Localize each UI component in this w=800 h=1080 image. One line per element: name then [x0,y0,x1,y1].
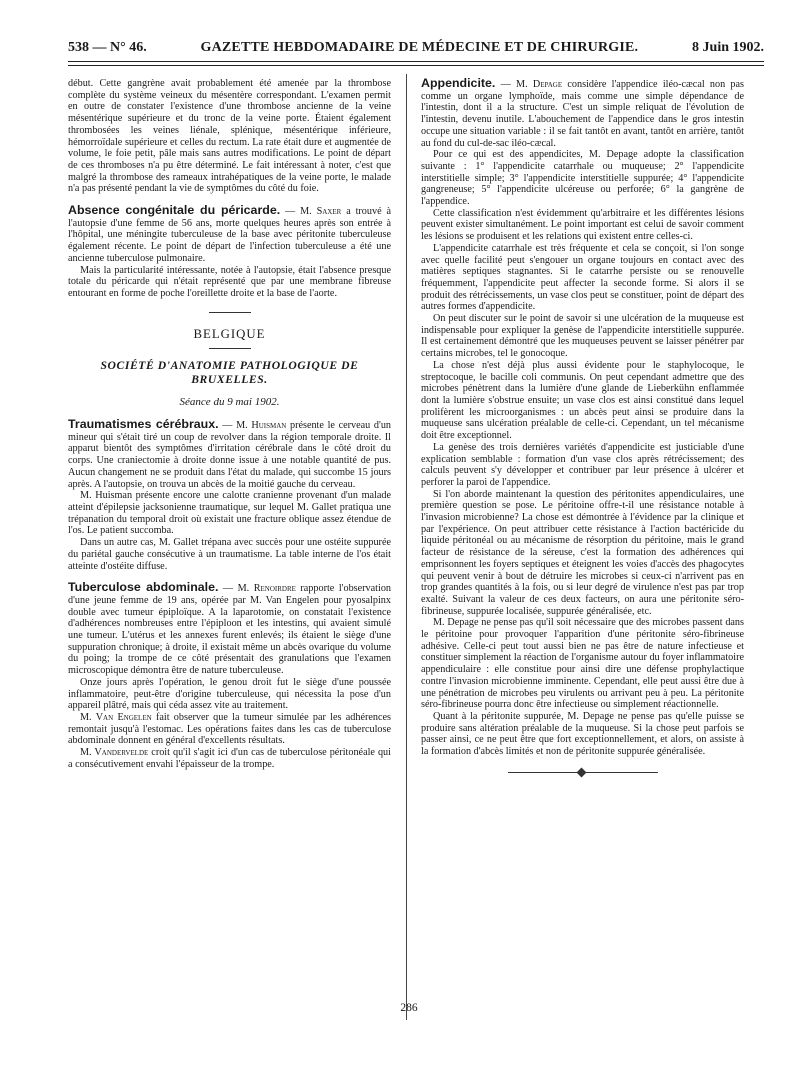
right-column [421,78,744,983]
session-date: Séance du 9 mai 1902. [179,396,280,409]
section-pericarde: Absence congénitale du péricarde. — M. Saxer a trouvé à l'autopsie d'une femme de 56 ans, morte quelques heures après son entrée à l'hôpital, une méningite tuberculeuse de la base avec péritonite tuberculeuse également récente. Le point de départ de l'infection tuberculeuse a été une ancienne tuberculose pulmonaire. [68,203,391,264]
author-name: M. Renoirdre [237,583,296,595]
paragraph: M. Huisman présente encore une calotte cranienne provenant d'un malade atteint d'épilepsie jacksonienne traumatique, sur lequel M. Gallet pratiqua une trépanation du temporal droit où existait une fracture oblique assez étendue de l'os. Le patient succomba. [68,490,391,537]
header-page-issue: 538 — N° 46. [68,40,147,55]
section-text: rapporte l'observation d'une jeune femme de 19 ans, opérée par M. Van Engelen pour pyosalpinx double avec tumeur épiploïque. A la laparotomie, on constatait l'existence d'adhérences nombreuses entre l'épiploon et les intestins, qui avaient simulé une tumeur. L'utérus et les annexes furent enlevés; ils étaient le siège d'une suppuration chronique; à droite, il existait même un abcès ovarique du volume du poing; la trompe de ce côté présentait des granulations que l'examen microscopique démontra être de nature tuberculeuse. [68,583,392,677]
paragraph: Dans un autre cas, M. Gallet trépana avec succès pour une ostéite suppurée du pariétal gauche consécutive à un traumatisme. La table interne de l'os était atteinte d'ostéite diffuse. [68,537,391,572]
end-ornament-rule [508,772,658,773]
paragraph: M. Depage ne pense pas qu'il soit nécessaire que des microbes passent dans le péritoine pour provoquer l'apparition d'une péritonite séro-fibrineuse adhésive. Celle-ci peut tout aussi bien ne pas être de nature infectieuse et constituer simplement la réaction de l'organisme autour du foyer inflammatoire appendiculaire : elle constitue pour ainsi dire une défense prophylactique contre l'invasion microbienne imminente. Cependant, elle peut aussi être due à une pénétration de microbes peu virulents ou arrivant peu à peu. La péritonite séro-fibrineuse pourra donc être infectieuse ou simplement réactionnelle. [421,617,744,711]
author-name: M. Saxer [300,206,342,218]
paragraph [68,747,391,770]
paragraph: Quant à la péritonite suppurée, M. Depage ne pense pas qu'elle puisse se produire sans altération préalable de la muqueuse. Si la chose peut parfois se passer ainsi, ce ne peut être que fort exceptionnellement, et alors, on assiste à la formation d'abcès limités et non de péritonite suppurée généralisée. [421,710,744,758]
section-title: Appendicite. [421,76,496,90]
author-name: M. Van Engelen [80,711,152,723]
section-title: Tuberculose abdominale. [68,580,219,595]
author-name: M. Depage [516,79,563,90]
paragraph: Cette classification n'est évidemment qu'arbitraire et les différentes lésions peuvent exister simultanément. Le point important est celui de savoir comment les lésions se produisent et les relations qui existent entre celles-ci. [421,207,744,243]
paragraph: La genèse des trois dernières variétés d'appendicite est justiciable d'une explication semblable : formation d'un vase clos après rétrécissement; des calculs peuvent s'y développer et contribuer par leur présence à ulcérer et perforer la paroi de l'appendice. [421,441,744,488]
paragraph: On peut discuter sur le point de savoir si une ulcération de la muqueuse est indispensable pour expliquer la genèse de l'appendicite interstitielle suppurée. Il est certainement démontré que les muqueuses peuvent se laisser pénétrer par certains microbes, tel le gonocoque. [421,313,744,360]
paragraph [68,712,391,747]
paragraph: Mais la particularité intéressante, notée à l'autopsie, était l'absence presque totale du péricarde qui n'était représenté que par une membrane fibreuse entourant en forme de poche l'oreillette droite et la base de l'aorte. [68,264,391,299]
section-appendicite: Appendicite. — M. Depage considère l'appendice iléo-cæcal non pas comme un organe lymphoïde, mais comme une simple dépendance de l'intestin, dont il a la structure. C'est un simple reliquat de l'évolution de l'intestin, devenu inutile. L'abouchement de l'appendice dans le gros intestin occupe une situation variable : il se fait tantôt en avant, tantôt en arrière, tantôt au fond du cul-de-sac iléo-cæcal. [421,76,745,149]
paragraph: L'appendicite catarrhale est très fréquente et cela se conçoit, si l'on songe avec quelle facilité peut s'engouer un organe toujours en contact avec des matières septiques stagnantes. Si le catarrhe persiste ou se renouvelle fréquemment, l'appendicite peut affecter la seconde forme. Si alors il se produit des rétrécissements, un vase clos peut se constituer, point de départ des autres formes d'appendicite. [421,242,744,313]
intro-paragraph: début. Cette gangrène avait probablement été amenée par la thrombose complète du système veineux du mésentère correspondant. L'examen permit en outre de constater l'existence d'une thrombose ancienne de la veine mésentérique supérieure et du tronc de la veine porte. Étaient également thrombosées les veines liénale, splénique, mésentérique inférieure, hémorroïdale supérieure et celles du rectum. La rate était dure et augmentée de volume, le foie petit, pâle mais sans autres modifications. Le point de départ de ces thromboses n'a pu être déterminé. Le fait intéressant à noter, c'est que malgré la thrombose des rameaux intrahépatiques de la veine porte, le malade n'a pas présenté pendant la vie de symptômes du côté du foie. [68,78,391,195]
header-double-rule [68,61,764,66]
running-header [68,40,764,58]
section-title: Traumatismes cérébraux. [68,417,219,432]
separator-rule [209,312,251,313]
section-traumatismes: Traumatismes cérébraux. — M. Huisman présente le cerveau d'un mineur qui s'était tiré un coup de revolver dans la région temporale droite. Il apparut bientôt des symptômes d'irritation cérébrale dans le côté droit du corps. Une craniectomie à droite donne issue à une notable quantité de pus. Aucun changement ne se produit dans l'état du malade, qui succombe 15 jours après. A l'autopsie, on trouva un abcès de la moitié gauche du cerveau. [68,417,392,490]
section-text: a trouvé à l'autopsie d'une femme de 56 ans, morte quelques heures après son entrée à l'hôpital, une méningite tuberculeuse de la base avec péritonite tuberculeuse également récente. Le point de départ de l'infection tuberculeuse a été une ancienne tuberculose pulmonaire. [68,206,391,264]
paragraph: Pour ce qui est des appendicites, M. Depage adopte la classification suivante : 1° l'appendicite catarrhale ou muqueuse; 2° l'appendicite interstitielle simple; 3° l'appendicite interstitielle suppurée; 4° l'appendicite gangreneuse; 5° l'appendicite ulcéreuse ou perforée; 6° la gangrène de l'appendice. [421,149,744,208]
section-title: Absence congénitale du péricarde. [68,203,281,218]
section-text: considère l'appendice iléo-cæcal non pas comme un organe lymphoïde, mais comme une simple dépendance de l'intestin, dont il a la structure. C'est un simple reliquat de l'évolution de l'intestin, devenu inutile. L'abouchement de l'appendice dans le gros intestin occupe une situation variable : il se fait tantôt en avant, tantôt en arrière, tantôt au fond du cul-de-sac iléo-cæcal. [421,79,745,149]
separator-rule [209,348,251,349]
journal-title: GAZETTE HEBDOMADAIRE DE MÉDECINE ET DE CHIRURGIE. [200,40,639,55]
paragraph: Onze jours après l'opération, le genou droit fut le siège d'une poussée inflammatoire, peut-être d'origine tuberculeuse, qui nécessita la pose d'un appareil plâtré, mais qui céda assez vite au traitement. [68,676,391,712]
paragraph-text: croit qu'il s'agit ici d'un cas de tuberculose péritonéale qui a consécutivement envahi l'épaisseur de la trompe. [68,747,391,770]
country-heading: BELGIQUE [193,326,266,341]
left-column [68,78,391,1018]
column-divider [406,74,407,1020]
section-tuberculose: Tuberculose abdominale. — M. Renoirdre rapporte l'observation d'une jeune femme de 19 ans, opérée par M. Van Engelen pour pyosalpinx double avec tumeur épiploïque. A la laparotomie, on constatait l'existence d'adhérences nombreuses entre l'épiploon et les intestins, qui avaient simulé une tumeur. L'utérus et les annexes furent enlevés; ils étaient le siège d'une suppuration chronique; à droite, il existait même un abcès ovarique du volume du poing; la trompe de ce côté présentait des granulations que l'examen microscopique démontra être de nature tuberculeuse. [68,580,392,677]
paragraph: Si l'on aborde maintenant la question des péritonites appendiculaires, une première question se pose. Le péritoine offre-t-il une résistance notable à l'invasion microbienne? La chose est démontrée à l'évidence par la clinique et par l'expérience. On peut attribuer cette résistance à l'action bactéricide du liquide péritonéal ou au mécanisme de résorption du péritoine, mais le grand facteur de résistance de la séreuse, c'est la formation des adhérences qui emprisonnent les foyers septiques et éteignent les voies d'accès des phagocytes qui peuvent venir à bout de détruire les microbes si ceux-ci n'arrivent pas en trop grandes quantités à la fois, ou si leur degré de virulence n'est pas par trop exalté. Suivant la valeur de ces deux facteurs, on aura une péritonite séro-fibrineuse, suppurée localisée, suppurée généralisée, etc. [421,488,744,617]
paragraph-text: fait observer que la tumeur simulée par les adhérences remontait jusqu'à l'estomac. Les opérations faites dans les cas de tuberculose abdominale donnent en général d'excellents résultats. [68,711,392,747]
paragraph: La chose n'est déjà plus aussi évidente pour le staphylocoque, le streptocoque, le bacille coli communis. On peut cependant admettre que des microbes pénètrent dans la lumière d'une glande de Lieberkühn enflammée dont la lumière s'obstrue ensuite; un vase clos est ainsi constitué dans lequel prolifèrent les microorganismes : un abcès peut ainsi se produire dans la muqueuse sans ulcération préalable de celle-ci. Cependant, un tel mécanisme doit être exceptionnel. [421,359,744,442]
society-heading: SOCIÉTÉ D'ANATOMIE PATHOLOGIQUE DE BRUXELLES. [100,359,359,387]
page-number: 286 [400,1002,418,1014]
header-date: 8 Juin 1902. [692,40,764,55]
section-text: présente le cerveau d'un mineur qui s'était tiré un coup de revolver dans la région temporale droite. Il apparut bientôt des symptômes d'irritation cérébrale dans le côté droit du corps. Une craniectomie à droite donne issue à une notable quantité de pus. Aucun changement ne se produit dans l'état du malade, qui succombe 15 jours après. A l'autopsie, on trouva un abcès de la moitié gauche du cerveau. [68,420,392,490]
author-name: M. Vandervelde [80,747,149,759]
author-name: M. Huisman [236,420,287,432]
